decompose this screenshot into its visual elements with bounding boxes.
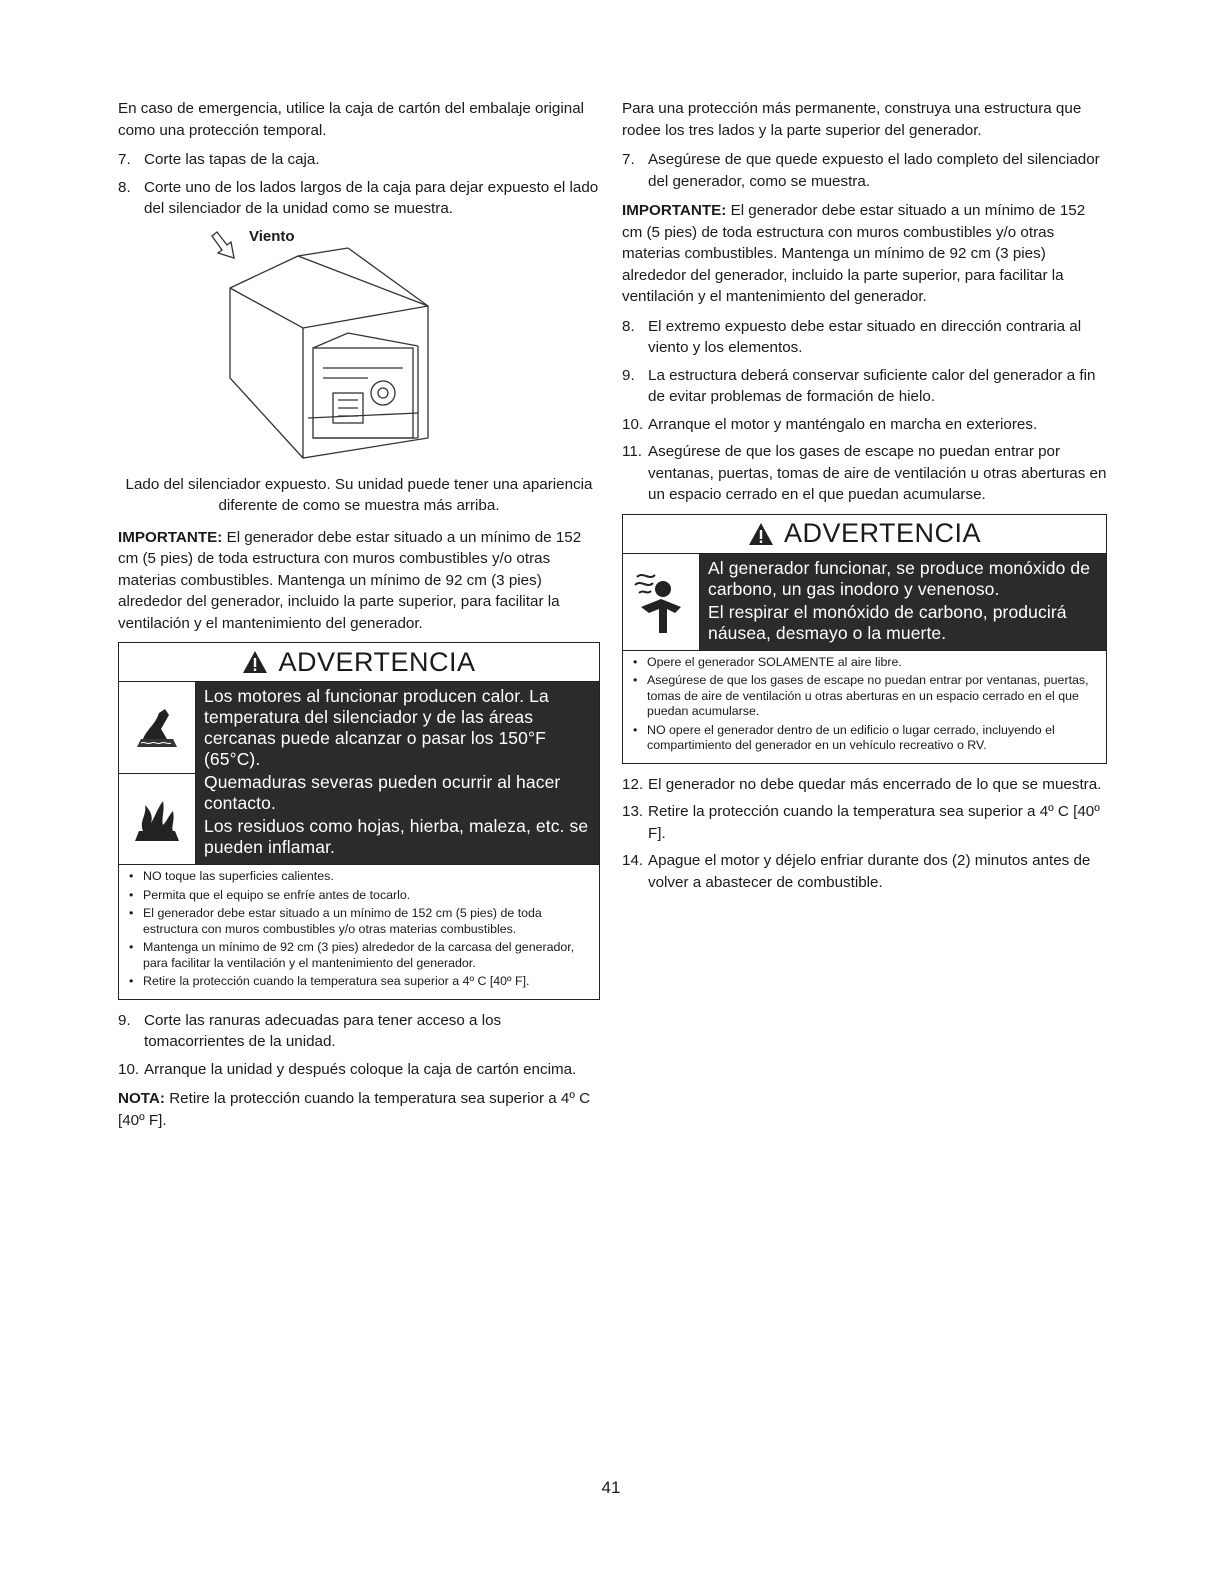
list-item (622, 316, 1107, 359)
step-text: El generador no debe quedar más encerrado de lo que se muestra. (648, 775, 1102, 793)
left-steps-a (118, 149, 600, 220)
step-number: 7. (622, 151, 635, 168)
left-note (118, 1088, 600, 1131)
important-label: IMPORTANTE: (118, 528, 223, 546)
bullet-text: NO toque las superficies calientes. (143, 869, 334, 883)
step-text: Apague el motor y déjelo enfriar durante dos (2) minutos antes de volver a abastecer de combustible. (648, 852, 1091, 891)
generator-box-illustration (118, 228, 600, 468)
carbon-monoxide-warning (622, 514, 1107, 764)
list-item (622, 774, 1107, 796)
list-item: • Permita que el equipo se enfríe antes de tocarlo. (129, 888, 591, 904)
step-number: 8. (118, 178, 131, 196)
warning-message: Al generador funcionar, se produce monóxido de carbono, un gas inodoro y venenoso. (708, 557, 1091, 599)
list-item (118, 177, 600, 220)
page-number: 41 (601, 1478, 621, 1497)
wind-arrow-icon (212, 232, 234, 258)
warning-title (119, 643, 599, 681)
note-label: NOTA: (118, 1090, 165, 1107)
warning-message: Quemaduras severas pueden ocurrir al hacer contacto. (204, 772, 561, 813)
list-item: • Retire la protección cuando la temperatura sea superior a 4º C [40º F]. (129, 974, 591, 990)
list-item (118, 1059, 600, 1081)
fire-icon (119, 773, 195, 865)
list-item (118, 149, 600, 171)
step-number: 9. (118, 1011, 131, 1029)
list-item: • Asegúrese de que los gases de escape no puedan entrar por ventanas, puertas, tomas de aire de ventilación u otras aberturas en un espacio cerrado en el que puedan acumularse. (633, 673, 1098, 720)
step-number: 10. (622, 415, 644, 433)
step-number: 9. (622, 366, 635, 384)
bullet-text: NO opere el generador dentro de un edificio o lugar cerrado, incluyendo el compartimiento del generador en un vehículo recreativo o RV. (647, 722, 1055, 752)
right-steps-b (622, 316, 1107, 506)
important-text: El generador debe estar situado a un mínimo de 152 cm (5 pies) de toda estructura con muros combustibles y/o otras materias combustibles. Mantenga un mínimo de 92 cm (3 pies) alrededor del generador, incluido la parte superior, para facilitar la ventilación y el mantenimiento del generador. (118, 528, 582, 632)
warning-title (623, 515, 1106, 553)
warning-bullets (119, 864, 599, 999)
important-label: IMPORTANTE: (622, 202, 727, 219)
bullet-text: Opere el generador SOLAMENTE al aire libre. (647, 654, 902, 669)
warning-icons (623, 554, 700, 650)
list-item (622, 365, 1107, 408)
bullet-text: Permita que el equipo se enfríe antes de tocarlo. (143, 887, 411, 902)
step-number: 14. (622, 852, 644, 869)
step-number: 10. (118, 1060, 140, 1078)
warning-title-text: ADVERTENCIA (278, 646, 476, 677)
list-item (622, 801, 1107, 844)
warning-message: Los residuos como hojas, hierba, maleza, etc. se pueden inflamar. (204, 816, 589, 857)
list-item (622, 414, 1107, 436)
list-item: • NO opere el generador dentro de un edificio o lugar cerrado, incluyendo el compartimiento del generador en un vehículo recreativo o RV. (633, 723, 1098, 754)
list-item (622, 441, 1107, 506)
warning-message: Los motores al funcionar producen calor. La temperatura del silenciador y de las áreas cercanas puede alcanzar o pasar los 150°F (65°C). (204, 686, 549, 769)
list-item: • NO toque las superficies calientes. (129, 869, 591, 885)
step-number: 8. (622, 317, 635, 335)
warning-bullets (623, 650, 1106, 763)
warning-messages (196, 682, 599, 864)
hot-surface-warning (118, 642, 600, 1000)
list-item (622, 149, 1107, 192)
warning-triangle-icon (242, 650, 268, 674)
step-text: Asegúrese de que los gases de escape no puedan entrar por ventanas, puertas, tomas de aire de ventilación u otras aberturas en un espacio cerrado en el que puedan acumularse. (648, 443, 1107, 503)
right-intro: Para una protección más permanente, construya una estructura que rodee los tres lados y la parte superior del generador. (622, 100, 1082, 139)
wind-label: Viento (249, 227, 295, 245)
list-item (118, 1010, 600, 1053)
toxic-fumes-icon (623, 554, 699, 650)
left-steps-b (118, 1010, 600, 1081)
list-item: • Mantenga un mínimo de 92 cm (3 pies) alrededor de la carcasa del generador, para facilitar la ventilación y el mantenimiento del generador. (129, 940, 591, 971)
warning-icons (119, 682, 196, 864)
warning-message: El respirar el monóxido de carbono, producirá náusea, desmayo o la muerte. (708, 601, 1067, 643)
bullet-text: Asegúrese de que los gases de escape no puedan entrar por ventanas, puertas, tomas de aire de ventilación u otras aberturas en un espacio cerrado en el que puedan acumularse. (647, 673, 1089, 718)
warning-messages (700, 554, 1106, 650)
step-text: Corte las ranuras adecuadas para tener acceso a los tomacorrientes de la unidad. (144, 1011, 502, 1050)
bullet-text: Mantenga un mínimo de 92 cm (3 pies) alrededor de la carcasa del generador, para facilitar la ventilación y el mantenimiento del generador. (143, 940, 575, 970)
step-number: 13. (622, 803, 644, 820)
step-text: Arranque el motor y manténgalo en marcha en exteriores. (648, 415, 1038, 433)
step-text: La estructura deberá conservar suficiente calor del generador a fin de evitar problemas de formación de hielo. (648, 366, 1096, 405)
figure-caption: Lado del silenciador expuesto. Su unidad puede tener una apariencia diferente de como se muestra más arriba. (125, 475, 593, 514)
step-number: 7. (118, 151, 131, 168)
warning-body (623, 553, 1106, 650)
warning-title-text: ADVERTENCIA (783, 518, 982, 548)
step-number: 11. (622, 443, 642, 460)
step-text: Corte uno de los lados largos de la caja para dejar expuesto el lado del silenciador de la unidad como se muestra. (144, 178, 599, 217)
list-item (622, 850, 1107, 893)
step-text: El extremo expuesto debe estar situado en dirección contraria al viento y los elementos. (648, 317, 1082, 356)
warning-body (119, 681, 599, 864)
right-important (622, 200, 1107, 308)
left-important (118, 527, 600, 635)
important-text: El generador debe estar situado a un mínimo de 152 cm (5 pies) de toda estructura con muros combustibles y/o otras materias combustibles. Mantenga un mínimo de 92 cm (3 pies) alrededor del generador, incluido la parte superior, para facilitar la ventilación y el mantenimiento del generador. (622, 202, 1086, 305)
step-text: Retire la protección cuando la temperatura sea superior a 4º C [40º F]. (648, 803, 1100, 842)
list-item: • Opere el generador SOLAMENTE al aire libre. (633, 655, 1098, 671)
step-text: Corte las tapas de la caja. (144, 151, 320, 168)
left-column (118, 98, 600, 1139)
right-column (622, 98, 1107, 901)
left-intro: En caso de emergencia, utilice la caja de cartón del embalaje original como una protección temporal. (118, 100, 585, 139)
right-steps-c (622, 774, 1107, 894)
bullet-text: Retire la protección cuando la temperatura sea superior a 4º C [40º F]. (143, 974, 530, 988)
warning-triangle-icon (748, 522, 774, 546)
bullet-text: El generador debe estar situado a un mínimo de 152 cm (5 pies) de toda estructura con muros combustibles y/o otras materias combustibles. (143, 906, 542, 936)
step-number: 12. (622, 775, 644, 793)
step-text: Arranque la unidad y después coloque la caja de cartón encima. (144, 1060, 577, 1078)
right-steps-a (622, 149, 1107, 192)
note-text: Retire la protección cuando la temperatura sea superior a 4º C [40º F]. (118, 1090, 591, 1129)
generator-box-figure (118, 228, 600, 468)
list-item: • El generador debe estar situado a un mínimo de 152 cm (5 pies) de toda estructura con muros combustibles y/o otras materias combustibles. (129, 906, 591, 937)
hot-surface-icon (119, 682, 195, 773)
step-text: Asegúrese de que quede expuesto el lado completo del silenciador del generador, como se muestra. (648, 151, 1100, 190)
